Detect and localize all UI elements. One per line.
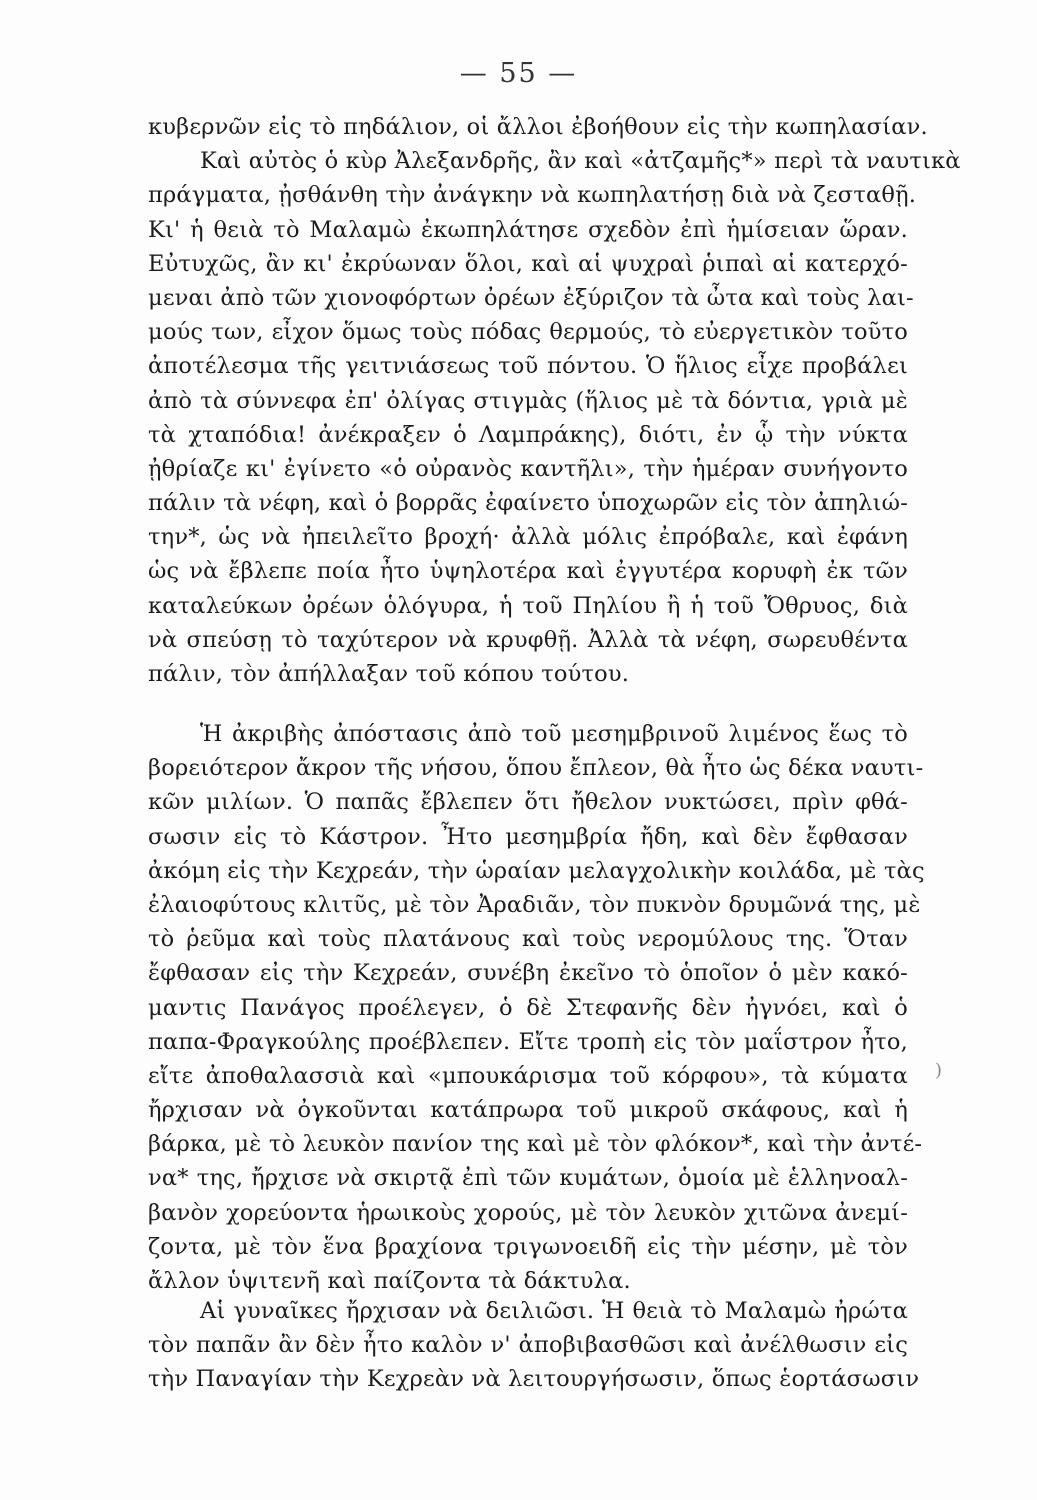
- paragraph-3: [148, 1294, 920, 1397]
- text-line: την*, ὡς νὰ ἠπειλεῖτο βροχή· ἀλλὰ μόλις ἐπρόβαλε, καὶ ἐφάνη: [148, 524, 908, 551]
- text-line: εἴτε ἀποθαλασσιὰ καὶ «μπουκάρισμα τοῦ κόρφου», τὰ κύματα: [148, 1062, 908, 1089]
- text-line: τὴν Παναγίαν τὴν Κεχρεὰν νὰ λειτουργήσωσιν, ὅπως ἑορτάσωσιν: [148, 1366, 920, 1393]
- text-line: Εὐτυχῶς, ἂν κι' ἐκρύωναν ὅλοι, καὶ αἱ ψυχραὶ ῥιπαὶ αἱ κατερχό-: [148, 250, 908, 277]
- text-line: τὰ χταπόδια! ἀνέκραξεν ὁ Λαμπράκης), διότι, ἐν ᾧ τὴν νύκτα: [148, 421, 908, 448]
- text-line: Ἡ ἀκριβὴς ἀπόστασις ἀπὸ τοῦ μεσημβρινοῦ λιμένος ἕως τὸ: [200, 721, 908, 747]
- text-line: σωσιν εἰς τὸ Κάστρον. Ἦτο μεσημβρία ἤδη, καὶ δὲν ἔφθασαν: [148, 823, 908, 850]
- text-line: τὸν παπᾶν ἂν δὲν ἦτο καλὸν ν' ἀποβιβασθῶσι καὶ ἀνέλθωσιν εἰς: [148, 1332, 908, 1359]
- text-line: ἀποτέλεσμα τῆς γειτνιάσεως τοῦ πόντου. Ὁ ἥλιος εἶχε προβάλει: [148, 353, 908, 380]
- text-line: καταλεύκων ὀρέων ὁλόγυρα, ἡ τοῦ Πηλίου ἢ ἡ τοῦ Ὄθρυος, διὰ: [148, 592, 908, 619]
- text-line: ἄλλον ὑψιτενῆ καὶ παίζοντα τὰ δάκτυλα.: [148, 1268, 631, 1294]
- text-line: ἐλαιοφύτους κλιτῦς, μὲ τὸν Ἀραδιᾶν, τὸν πυκνὸν δρυμῶνά της, μὲ: [148, 891, 921, 918]
- text-line: πάλιν τὰ νέφη, καὶ ὁ βορρᾶς ἐφαίνετο ὑποχωρῶν εἰς τὸν ἀπηλιώ-: [148, 490, 908, 517]
- text-line: τὸ ῥεῦμα καὶ τοὺς πλατάνους καὶ τοὺς νερομύλους της. Ὅταν: [148, 926, 908, 953]
- paragraph-2: [148, 717, 925, 1298]
- text-line: πάλιν, τὸν ἀπήλλαξαν τοῦ κόπου τούτου.: [148, 661, 630, 687]
- text-line: ζοντα, μὲ τὸν ἕνα βραχίονα τριγωνοειδῆ εἰς τὴν μέσην, μὲ τὸν: [148, 1233, 908, 1260]
- paragraph-1: [148, 110, 961, 691]
- text-line: Αἱ γυναῖκες ἤρχισαν νὰ δειλιῶσι. Ἡ θειὰ τὸ Μαλαμὼ ἠρώτα: [200, 1298, 908, 1324]
- text-line: βάρκα, μὲ τὸ λευκὸν πανίον της καὶ μὲ τὸν φλόκον*, καὶ τὴν ἀντέ-: [148, 1131, 923, 1158]
- text-line: Καὶ αὐτὸς ὁ κὺρ Ἀλεξανδρῆς, ἂν καὶ «ἀτζαμῆς*» περὶ τὰ ναυτικὰ: [200, 148, 961, 175]
- text-line: μούς των, εἶχον ὅμως τοὺς πόδας θερμούς, τὸ εὐεργετικὸν τοῦτο: [148, 319, 908, 346]
- text-line: ἀκόμη εἰς τὴν Κεχρεάν, τὴν ὡραίαν μελαγχολικὴν κοιλάδα, μὲ τὰς: [148, 857, 925, 884]
- text-line: ἤρχισαν νὰ ὀγκοῦνται κατάπρωρα τοῦ μικροῦ σκάφους, καὶ ἡ: [148, 1097, 908, 1124]
- text-line: μαντις Πανάγος προέλεγεν, ὁ δὲ Στεφανῆς δὲν ἠγνόει, καὶ ὁ: [148, 994, 908, 1021]
- text-line: ᾐθρίαζε κι' ἐγίνετο «ὁ οὐρανὸς καντῆλι», τὴν ἡμέραν συνήγοντο: [148, 455, 908, 482]
- text-line: ἀπὸ τὰ σύννεφα ἐπ' ὀλίγας στιγμὰς (ἥλιος μὲ τὰ δόντια, γριὰ μὲ: [148, 387, 908, 414]
- page-number: — 55 —: [459, 58, 578, 89]
- text-line: κῶν μιλίων. Ὁ παπᾶς ἔβλεπεν ὅτι ἤθελον νυκτώσει, πρὶν φθά-: [148, 789, 908, 816]
- margin-mark: ): [935, 1060, 943, 1081]
- text-line: βανὸν χορεύοντα ἡρωικοὺς χορούς, μὲ τὸν λευκὸν χιτῶνα ἀνεμί-: [148, 1199, 908, 1226]
- text-line: ὡς νὰ ἔβλεπε ποία ἦτο ὑψηλοτέρα καὶ ἐγγυτέρα κορυφὴ ἐκ τῶν: [148, 558, 908, 585]
- text-line: βορειότερον ἄκρον τῆς νήσου, ὅπου ἔπλεον, θὰ ἦτο ὡς δέκα ναυτι-: [148, 755, 924, 782]
- text-line: κυβερνῶν εἰς τὸ πηδάλιον, οἱ ἄλλοι ἐβοήθουν εἰς τὴν κωπηλασίαν.: [148, 114, 928, 140]
- text-line: ἔφθασαν εἰς τὴν Κεχρεάν, συνέβη ἐκεῖνο τὸ ὁποῖον ὁ μὲν κακό-: [148, 960, 908, 987]
- text-line: παπα-Φραγκούλης προέβλεπεν. Εἴτε τροπὴ εἰς τὸν μαΐστρον ἦτο,: [148, 1028, 908, 1055]
- text-line: Κι' ἡ θειὰ τὸ Μαλαμὼ ἐκωπηλάτησε σχεδὸν ἐπὶ ἡμίσειαν ὥραν.: [148, 216, 908, 243]
- text-line: πράγματα, ᾐσθάνθη τὴν ἀνάγκην νὰ κωπηλατήσῃ διὰ νὰ ζεσταθῇ.: [148, 182, 917, 209]
- text-line: μεναι ἀπὸ τῶν χιονοφόρτων ὀρέων ἐξύριζον τὰ ὦτα καὶ τοὺς λαι-: [148, 284, 914, 311]
- text-line: νὰ σπεύσῃ τὸ ταχύτερον νὰ κρυφθῇ. Ἀλλὰ τὰ νέφη, σωρευθέντα: [148, 626, 908, 653]
- text-line: να* της, ἤρχισε νὰ σκιρτᾷ ἐπὶ τῶν κυμάτων, ὁμοία μὲ ἑλληνοαλ-: [148, 1165, 908, 1192]
